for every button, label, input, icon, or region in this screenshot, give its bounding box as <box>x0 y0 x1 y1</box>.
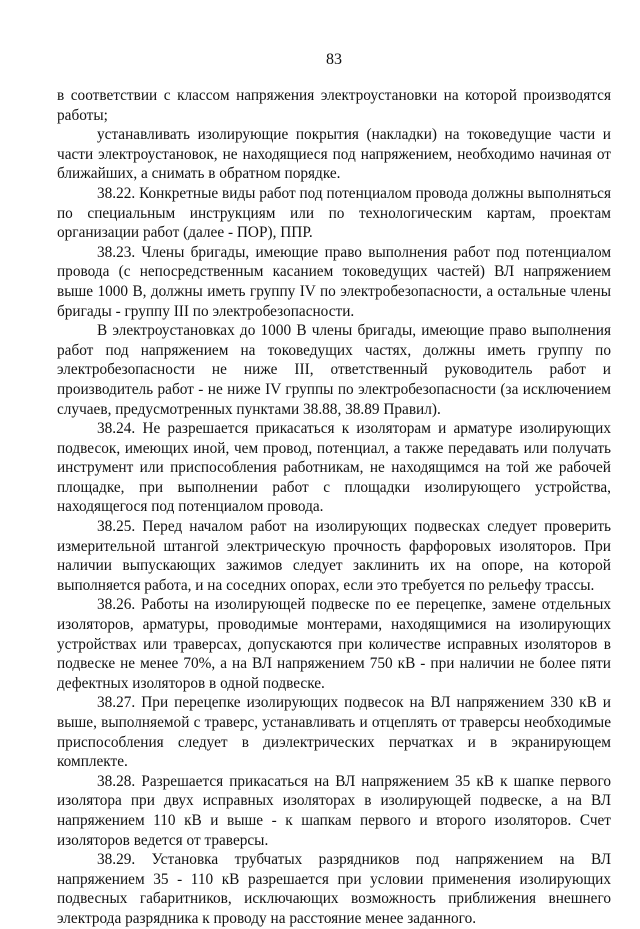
paragraph-38-26: 38.26. Работы на изолирующей подвеске по ее перецепке, замене отдельных изоляторов, арматуры, проводимые монтерами, находящимися на изолирующих устройствах или траверсах, допускаются при количестве исправных изоляторов в подвеске не менее 70%, а на ВЛ напряжением 750 кВ - при наличии не более пяти дефектных изоляторов в одной подвеске. <box>57 596 611 692</box>
paragraph-38-28: 38.28. Разрешается прикасаться на ВЛ напряжением 35 кВ к шапке первого изолятора при двух исправных изоляторах в изолирующей подвеске, а на ВЛ напряжением 110 кВ и выше - к шапкам первого и второго изоляторов. Счет изоляторов ведется от траверсы. <box>57 772 611 849</box>
paragraph-intro: в соответствии с классом напряжения электроустановки на которой производятся работы; <box>57 87 611 124</box>
paragraph-38-23-cont: В электроустановках до 1000 В члены бригады, имеющие право выполнения работ под напряжением на токоведущих частях, должны иметь группу по электробезопасности не ниже III, ответственный руководитель работ и производитель работ - не ниже IV группы по электробезопасности (за исключением случаев, предусмотренных пунктами 38.88, 38.89 Правил). <box>57 322 611 418</box>
page-number: 83 <box>326 51 342 68</box>
paragraph-38-22: 38.22. Конкретные виды работ под потенциалом провода должны выполняться по специальным инструкциям или по технологическим картам, проектам организации работ (далее - ПОР), ППР. <box>57 184 611 242</box>
document-page <box>57 50 611 929</box>
paragraph-insulating-covers: устанавливать изолирующие покрытия (накладки) на токоведущие части и части электроустановок, не находящиеся под напряжением, необходимо начиная от ближайших, а снимать в обратном порядке. <box>57 126 611 183</box>
paragraph-38-27: 38.27. При перецепке изолирующих подвесок на ВЛ напряжением 330 кВ и выше, выполняемой с траверс, устанавливать и отцеплять от траверсы необходимые приспособления следует в диэлектрических перчатках и в экранирующем комплекте. <box>57 694 611 771</box>
paragraph-38-23: 38.23. Члены бригады, имеющие право выполнения работ под потенциалом провода (с непосредственным касанием токоведущих частей) ВЛ напряжением выше 1000 В, должны иметь группу IV по электробезопасности, а остальные члены бригады - группу III по электробезопасности. <box>57 243 611 320</box>
paragraph-38-24: 38.24. Не разрешается прикасаться к изоляторам и арматуре изолирующих подвесок, имеющих иной, чем провод, потенциал, а также передавать или получать инструмент или приспособления работникам, не находящимся на той же рабочей площадке, при выполнении работ с площадки изолирующего устройства, находящегося под потенциалом провода. <box>57 420 611 516</box>
paragraph-38-25: 38.25. Перед началом работ на изолирующих подвесках следует проверить измерительной штангой электрическую прочность фарфоровых изоляторов. При наличии выпускающих зажимов следует заклинить их на опоре, на которой выполняется работа, и на соседних опорах, если это требуется по рельефу трассы. <box>57 518 611 594</box>
paragraph-38-29: 38.29. Установка трубчатых разрядников под напряжением на ВЛ напряжением 35 - 110 кВ разрешается при условии применения изолирующих подвесных габаритников, исключающих возможность приближения внешнего электрода разрядника к проводу на расстояние менее заданного. <box>57 851 611 927</box>
